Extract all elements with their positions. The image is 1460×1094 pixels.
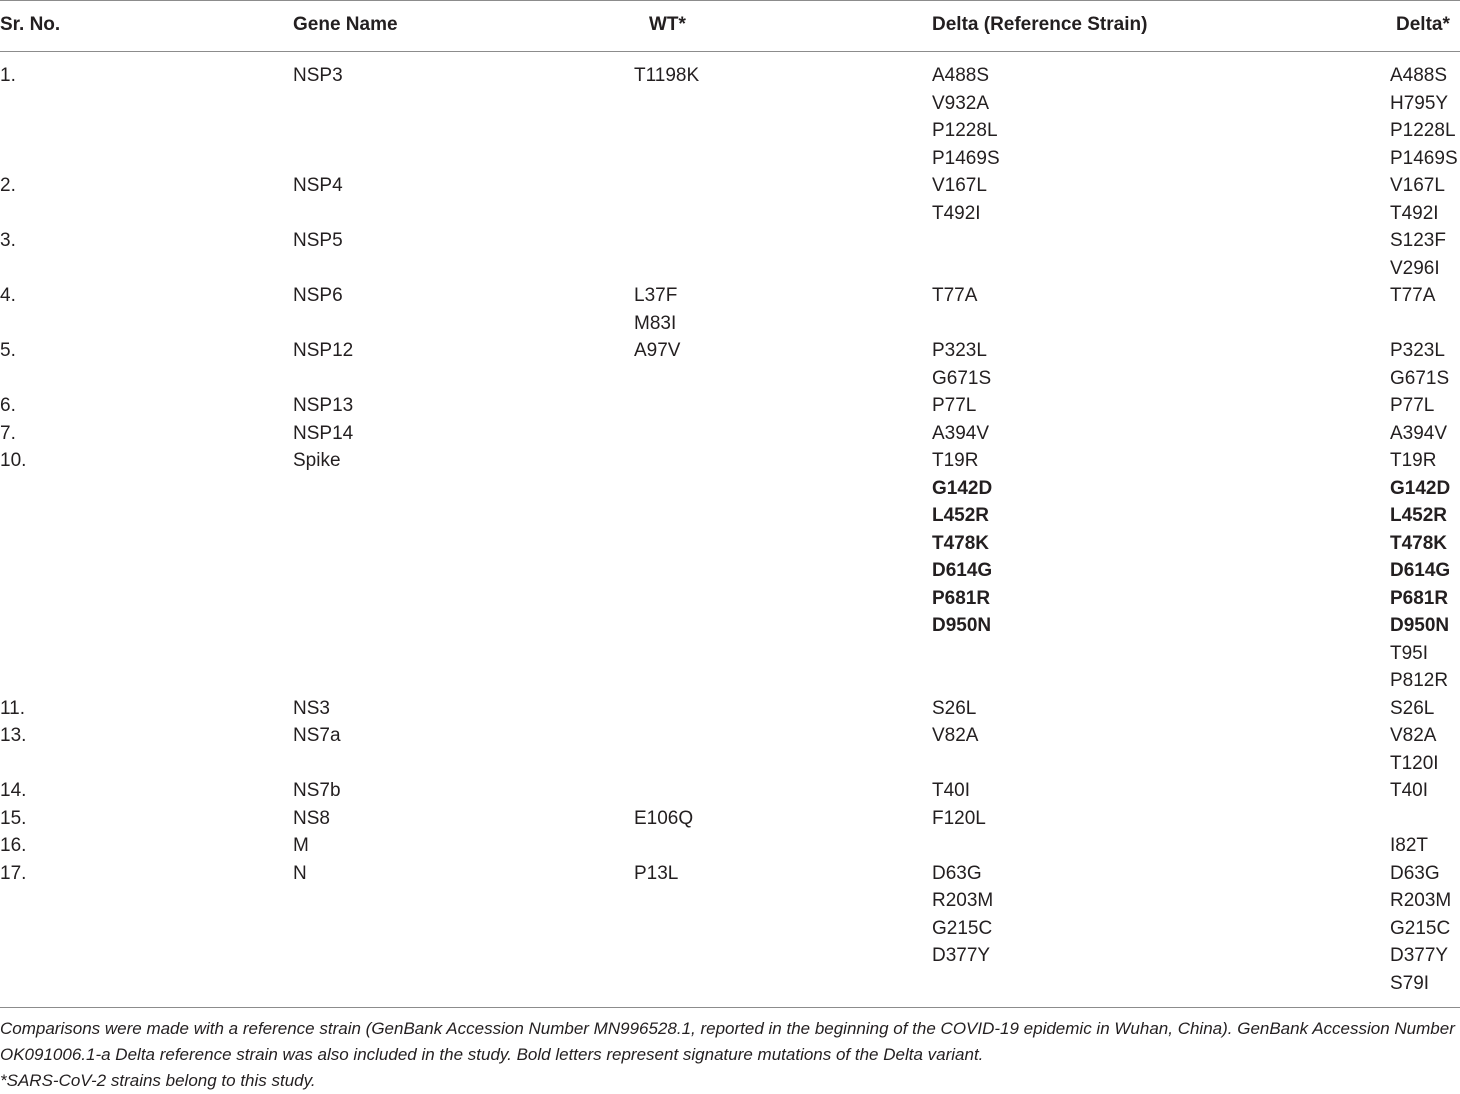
mutation: E106Q bbox=[634, 807, 694, 829]
delta-reference-mutations-cell bbox=[932, 420, 989, 448]
header-gene-name: Gene Name bbox=[293, 14, 398, 35]
mutation: T492I bbox=[1390, 202, 1439, 224]
delta-study-mutations-cell bbox=[1390, 282, 1435, 310]
delta-reference-mutations-cell bbox=[932, 777, 970, 805]
mutation: S79I bbox=[1390, 972, 1430, 994]
mutation: T1198K bbox=[634, 65, 700, 86]
mutation: R203M bbox=[932, 890, 994, 911]
table-row bbox=[0, 447, 1460, 695]
signature-mutation: P681R bbox=[932, 587, 991, 609]
footnote-strains: *SARS-CoV-2 strains belong to this study. bbox=[0, 1071, 316, 1090]
delta-study-mutations-cell bbox=[1390, 420, 1447, 448]
sr-no-cell: 1. bbox=[0, 65, 16, 86]
header-delta-reference: Delta (Reference Strain) bbox=[932, 14, 1148, 35]
mutation: S26L bbox=[932, 697, 977, 719]
gene-name-cell: NS7b bbox=[293, 780, 341, 801]
signature-mutation: D950N bbox=[932, 615, 992, 636]
signature-mutation: G142D bbox=[1390, 477, 1451, 499]
mutation: D377Y bbox=[1390, 945, 1449, 966]
mutation: V82A bbox=[932, 725, 979, 746]
gene-name-cell: Spike bbox=[293, 450, 341, 471]
mutation: S123F bbox=[1390, 230, 1446, 251]
mutation: S26L bbox=[1390, 697, 1435, 719]
delta-reference-mutations-cell bbox=[932, 860, 993, 970]
delta-reference-mutations-cell bbox=[932, 722, 978, 750]
delta-reference-mutations-cell bbox=[932, 695, 976, 723]
table-row bbox=[0, 62, 1460, 172]
mutation: P1228L bbox=[1390, 120, 1456, 141]
wt-mutations-cell bbox=[634, 337, 680, 365]
mutation: T492I bbox=[932, 202, 981, 224]
mutation: P77L bbox=[1390, 395, 1435, 416]
mutation: A394V bbox=[932, 422, 990, 444]
delta-reference-mutations-cell bbox=[932, 172, 987, 227]
delta-study-mutations-cell bbox=[1390, 860, 1451, 998]
mutation: V82A bbox=[1390, 725, 1437, 746]
delta-study-mutations-cell bbox=[1390, 695, 1434, 723]
mutation: I82T bbox=[1390, 835, 1429, 856]
mutation: F120L bbox=[932, 807, 986, 829]
gene-name-cell: NSP5 bbox=[293, 230, 343, 251]
wt-mutations-cell bbox=[634, 805, 693, 833]
delta-reference-mutations-cell bbox=[932, 392, 976, 420]
sr-no-cell: 4. bbox=[0, 285, 16, 306]
gene-name-cell: NS3 bbox=[293, 697, 330, 719]
table-row bbox=[0, 227, 1460, 282]
mutation: P77L bbox=[932, 395, 977, 416]
mutation: T120I bbox=[1390, 752, 1439, 774]
mutation: P1228L bbox=[932, 120, 998, 141]
table-row bbox=[0, 392, 1460, 420]
delta-study-mutations-cell bbox=[1390, 447, 1450, 695]
delta-study-mutations-cell bbox=[1390, 337, 1449, 392]
gene-name-cell: NSP3 bbox=[293, 65, 343, 86]
gene-name-cell: NSP13 bbox=[293, 395, 354, 416]
delta-study-mutations-cell bbox=[1390, 832, 1428, 860]
sr-no-cell: 14. bbox=[0, 780, 27, 801]
sr-no-cell: 11. bbox=[0, 697, 26, 719]
gene-name-cell: NS8 bbox=[293, 807, 330, 829]
mutation: T40I bbox=[1390, 780, 1429, 801]
mutation: M83I bbox=[634, 312, 677, 334]
delta-reference-mutations-cell bbox=[932, 62, 1000, 172]
mutation: G215C bbox=[1390, 917, 1451, 939]
table-row bbox=[0, 337, 1460, 392]
sr-no-cell: 15. bbox=[0, 807, 27, 829]
table-row bbox=[0, 695, 1460, 723]
delta-reference-mutations-cell bbox=[932, 805, 986, 833]
mutation: R203M bbox=[1390, 890, 1452, 911]
footnote-comparison: Comparisons were made with a reference strain (GenBank Accession Number MN996528.1, reported in the beginning of the COVID-19 epidemic in Wuhan, China). GenBank Accession Number OK091006.1-a Delta reference strain was also included in the study. Bold letters represent signature mutations of the Delta variant. bbox=[0, 1019, 1455, 1064]
delta-reference-mutations-cell bbox=[932, 282, 977, 310]
sr-no-cell: 7. bbox=[0, 422, 16, 444]
sr-no-cell: 16. bbox=[0, 835, 27, 856]
delta-study-mutations-cell bbox=[1390, 62, 1458, 172]
mutation: D63G bbox=[1390, 862, 1440, 884]
delta-study-mutations-cell bbox=[1390, 392, 1434, 420]
gene-name-cell: NSP6 bbox=[293, 285, 343, 306]
table-row bbox=[0, 832, 1460, 860]
mutation: P323L bbox=[932, 340, 987, 361]
sr-no-cell: 3. bbox=[0, 230, 16, 251]
header-sr-no: Sr. No. bbox=[0, 14, 61, 35]
mutation: T77A bbox=[1390, 285, 1436, 306]
delta-study-mutations-cell bbox=[1390, 172, 1445, 227]
mutation: V167L bbox=[1390, 175, 1445, 196]
mutation: L37F bbox=[634, 285, 678, 306]
sr-no-cell: 10. bbox=[0, 450, 27, 471]
mutation: A488S bbox=[932, 65, 990, 86]
delta-study-mutations-cell bbox=[1390, 722, 1439, 777]
mutation: P13L bbox=[634, 862, 679, 884]
gene-name-cell: NS7a bbox=[293, 725, 341, 746]
wt-mutations-cell bbox=[634, 62, 699, 90]
signature-mutation: T478K bbox=[1390, 532, 1448, 554]
sr-no-cell: 5. bbox=[0, 340, 16, 361]
delta-reference-mutations-cell bbox=[932, 337, 991, 392]
mutation: P323L bbox=[1390, 340, 1445, 361]
mutation: H795Y bbox=[1390, 92, 1449, 114]
header-delta-study: Delta* bbox=[1396, 14, 1450, 35]
table-row bbox=[0, 172, 1460, 227]
delta-study-mutations-cell bbox=[1390, 227, 1446, 282]
mutation: V932A bbox=[932, 92, 990, 114]
mutation: T77A bbox=[932, 285, 978, 306]
gene-name-cell: N bbox=[293, 862, 307, 884]
signature-mutation: D614G bbox=[1390, 560, 1451, 581]
signature-mutation: T478K bbox=[932, 532, 990, 554]
table-row bbox=[0, 777, 1460, 805]
signature-mutation: P681R bbox=[1390, 587, 1449, 609]
table-row bbox=[0, 805, 1460, 833]
sr-no-cell: 6. bbox=[0, 395, 16, 416]
table-row bbox=[0, 420, 1460, 448]
mutation: T40I bbox=[932, 780, 971, 801]
sr-no-cell: 2. bbox=[0, 175, 16, 196]
delta-reference-mutations-cell bbox=[932, 447, 992, 640]
mutation: P1469S bbox=[932, 147, 1000, 169]
gene-name-cell: NSP4 bbox=[293, 175, 343, 196]
table-row bbox=[0, 282, 1460, 337]
mutation: T19R bbox=[1390, 450, 1437, 471]
mutation: A488S bbox=[1390, 65, 1448, 86]
mutation: T19R bbox=[932, 450, 979, 471]
header-wt: WT* bbox=[649, 14, 686, 35]
gene-name-cell: NSP12 bbox=[293, 340, 354, 361]
signature-mutation: G142D bbox=[932, 477, 993, 499]
gene-name-cell: NSP14 bbox=[293, 422, 354, 444]
signature-mutation: L452R bbox=[1390, 505, 1448, 526]
wt-mutations-cell bbox=[634, 860, 678, 888]
sr-no-cell: 13. bbox=[0, 725, 27, 746]
sr-no-cell: 17. bbox=[0, 862, 27, 884]
mutation: G671S bbox=[1390, 367, 1450, 389]
table-header bbox=[0, 0, 1460, 52]
mutation: A394V bbox=[1390, 422, 1448, 444]
mutation: G671S bbox=[932, 367, 992, 389]
bottom-rule bbox=[0, 1007, 1460, 1008]
mutation: P812R bbox=[1390, 670, 1449, 691]
mutation: A97V bbox=[634, 340, 681, 361]
signature-mutation: L452R bbox=[932, 505, 990, 526]
gene-name-cell: M bbox=[293, 835, 309, 856]
header-rule bbox=[0, 51, 1460, 52]
mutation: V167L bbox=[932, 175, 987, 196]
table-row bbox=[0, 722, 1460, 777]
wt-mutations-cell bbox=[634, 282, 677, 337]
mutation: V296I bbox=[1390, 257, 1440, 279]
mutation: D63G bbox=[932, 862, 982, 884]
mutation: D377Y bbox=[932, 945, 991, 966]
signature-mutation: D614G bbox=[932, 560, 993, 581]
mutation: T95I bbox=[1390, 642, 1429, 664]
table-row bbox=[0, 860, 1460, 998]
mutation: P1469S bbox=[1390, 147, 1458, 169]
delta-study-mutations-cell bbox=[1390, 777, 1428, 805]
signature-mutation: D950N bbox=[1390, 615, 1450, 636]
mutation: G215C bbox=[932, 917, 993, 939]
